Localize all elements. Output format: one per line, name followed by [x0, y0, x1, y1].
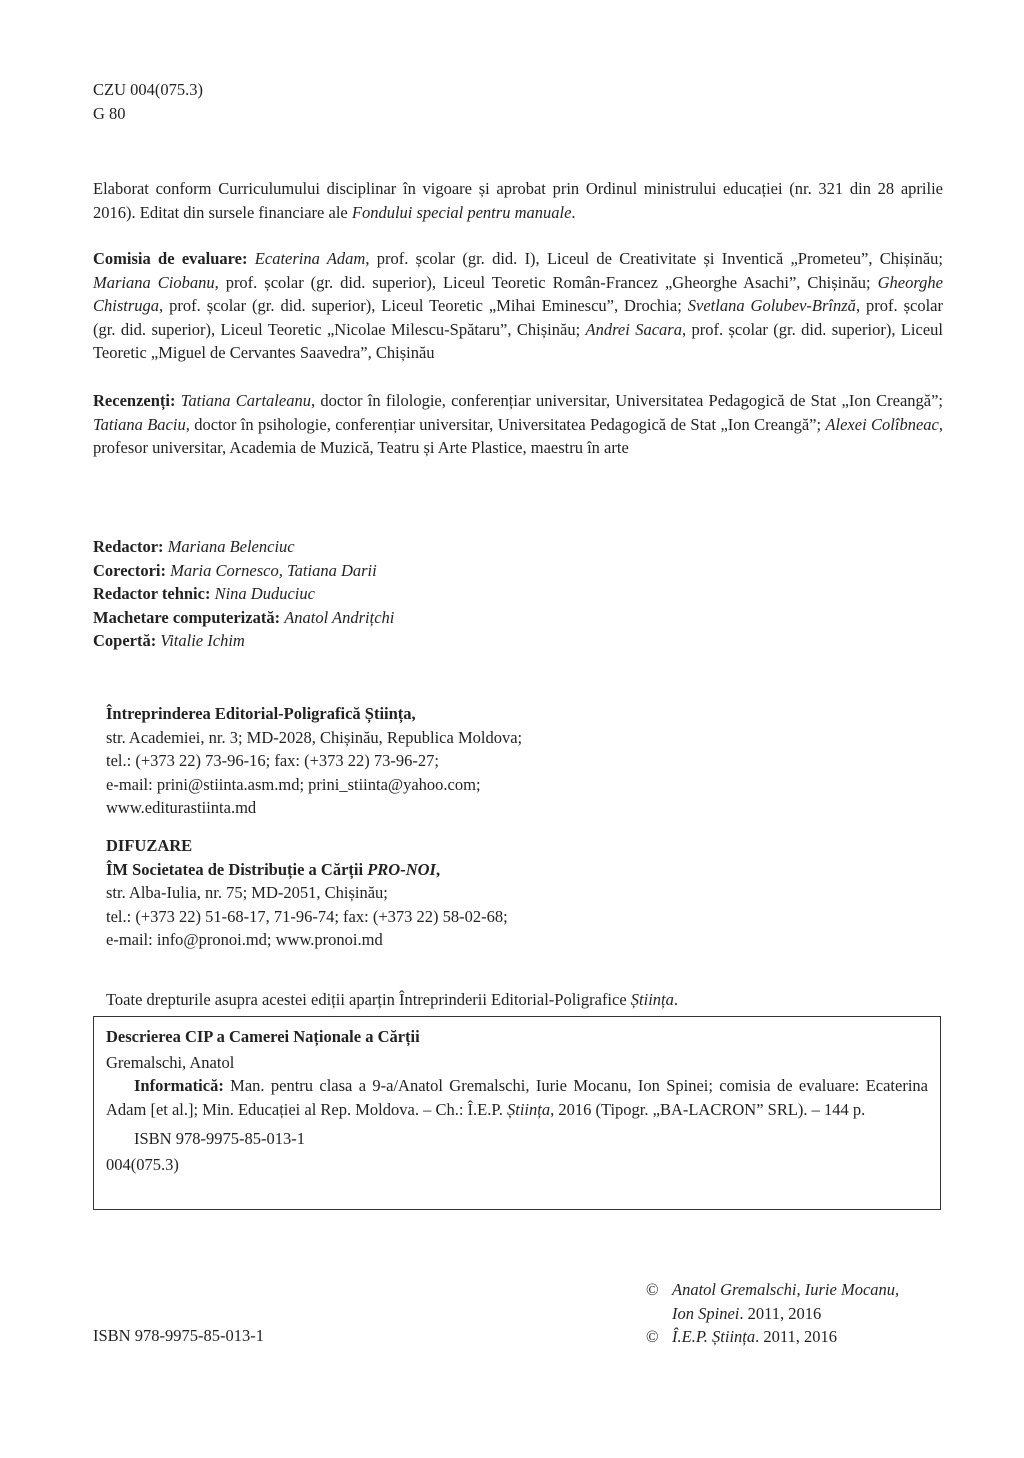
distribution-contact: e-mail: info@pronoi.md; www.pronoi.md — [106, 930, 383, 949]
cip-isbn: ISBN 978-9975-85-013-1 — [134, 1129, 305, 1148]
reviewer-desc: , doctor în psihologie, conferențiar universitar, Universitatea Pedagogică de Stat „Ion Creangă”; — [185, 414, 826, 434]
reviewer-name: Tatiana Baciu — [93, 414, 186, 434]
reviewer-name: Alexei Colîbneac — [825, 414, 939, 434]
commission-label: Comisia de evaluare: — [93, 249, 248, 268]
copyright-icon: © — [646, 1327, 659, 1346]
cip-description: Informatică: Man. pentru clasa a 9-a/Anatol Gremalschi, Iurie Mocanu, Ion Spinei; comisia de evaluare: Ecaterina Adam [et al.]; Min. Educației al Rep. Moldova. – Ch.: Î.E.P. Știința, 2016 (Tipogr. „BA-LACRON” SRL). – 144 p. — [106, 1076, 928, 1119]
reviewers-label: Recenzenți: — [93, 391, 176, 410]
commission-member-name: Ecaterina Adam — [254, 249, 366, 268]
cip-title: Descrierea CIP a Camerei Naționale a Cărții — [106, 1027, 420, 1046]
publisher-email: e-mail: prini@stiinta.asm.md; prini_stiinta@yahoo.com; — [106, 774, 481, 794]
publisher-block — [106, 702, 522, 820]
commission-member-desc: , prof. școlar (gr. did. superior), Liceul Teoretic „Nicolae Milescu-Spătaru”, Chișinău; — [93, 296, 944, 339]
reviewer-desc: , doctor în filologie, conferențiar universitar, Universitatea Pedagogică de Stat „Ion Creangă”; — [310, 391, 943, 410]
intro-text: Elaborat conform Curriculumului disciplinar în vigoare și aprobat prin Ordinul ministrului educației (nr. 321 din 28 aprilie 2016). Editat din sursele financiare ale — [93, 179, 943, 222]
rights-statement: Toate drepturile asupra acestei ediții aparțin Întreprinderii Editorial-Poligrafice Știința. — [106, 990, 679, 1009]
publisher-name: Întreprinderea Editorial-Poligrafică Știința, — [106, 704, 416, 723]
cip-classification: 004(075.3) — [106, 1154, 179, 1174]
reviewers-paragraph — [93, 389, 943, 460]
intro-paragraph: Elaborat conform Curriculumului disciplinar în vigoare și aprobat prin Ordinul ministrului educației (nr. 321 din 28 aprilie 2016). Editat din sursele financiare ale Fondului special pentru manuale. — [93, 179, 943, 222]
copyright-publisher: © Î.E.P. Știința. 2011, 2016 — [646, 1325, 946, 1349]
copyright-block — [646, 1278, 946, 1349]
distribution-company: ÎM Societatea de Distribuție a Cărții PRO-NOI, — [106, 859, 441, 879]
publisher-phone: tel.: (+373 22) 73-96-16; fax: (+373 22) 73-96-27; — [106, 751, 439, 770]
commission-member-desc: , prof. școlar (gr. did. superior), Liceul Teoretic „Miguel de Cervantes Saavedra”, Chișinău — [93, 319, 943, 362]
commission-member-name: Svetlana Golubev-Brînză — [687, 296, 856, 315]
cutter-code: G 80 — [93, 103, 126, 123]
distribution-address: str. Alba-Iulia, nr. 75; MD-2051, Chișinău; — [106, 883, 388, 902]
commission-member-name: Mariana Ciobanu — [93, 272, 215, 292]
reviewer-name: Tatiana Cartaleanu — [180, 391, 311, 410]
copyright-icon: © — [646, 1280, 659, 1299]
publisher-website: www.editurastiinta.md — [106, 798, 257, 817]
commission-member-desc: , prof. școlar (gr. did. superior), Liceul Teoretic Român-Francez „Gheorghe Asachi”, Chișinău; — [214, 272, 878, 292]
credit-proofreaders: Corectori: Maria Cornesco, Tatiana Darii — [93, 560, 377, 580]
credit-layout: Machetare computerizată: Anatol Andrițchi — [93, 607, 395, 627]
cip-author: Gremalschi, Anatol — [106, 1052, 235, 1072]
credits-block — [93, 535, 394, 653]
distribution-heading: DIFUZARE — [106, 836, 193, 855]
commission-member-desc: , prof. școlar (gr. did. superior), Liceul Teoretic „Mihai Eminescu”, Drochia; — [159, 296, 688, 315]
intro-fund: Fondului special pentru manuale — [351, 202, 572, 222]
publisher-address: str. Academiei, nr. 3; MD-2028, Chișinău, Republica Moldova; — [106, 727, 523, 747]
credit-technical-editor: Redactor tehnic: Nina Duduciuc — [93, 584, 315, 603]
commission-member-name: Andrei Sacara — [585, 319, 682, 339]
reviewer-desc: , profesor universitar, Academia de Muzică, Teatru și Arte Plastice, maestru în arte — [93, 414, 943, 457]
commission-member-desc: , prof. școlar (gr. did. I), Liceul de Creativitate și Inventică „Prometeu”, Chișinău; — [365, 249, 944, 268]
copyright-authors: © Anatol Gremalschi, Iurie Mocanu, Ion Spinei. 2011, 2016 — [646, 1278, 946, 1325]
classification-block — [93, 78, 203, 125]
footer-isbn: ISBN 978-9975-85-013-1 — [93, 1326, 264, 1345]
credit-cover: Copertă: Vitalie Ichim — [93, 631, 245, 650]
commission-paragraph — [93, 247, 943, 365]
distribution-block — [106, 834, 508, 952]
commission-member-name: Gheorghe Chistruga — [93, 272, 943, 315]
distribution-phone: tel.: (+373 22) 51-68-17, 71-96-74; fax: (+373 22) 58-02-68; — [106, 906, 508, 926]
credit-editor: Redactor: Mariana Belenciuc — [93, 537, 295, 556]
cip-description-box — [93, 1016, 941, 1210]
czu-code: CZU 004(075.3) — [93, 80, 203, 99]
